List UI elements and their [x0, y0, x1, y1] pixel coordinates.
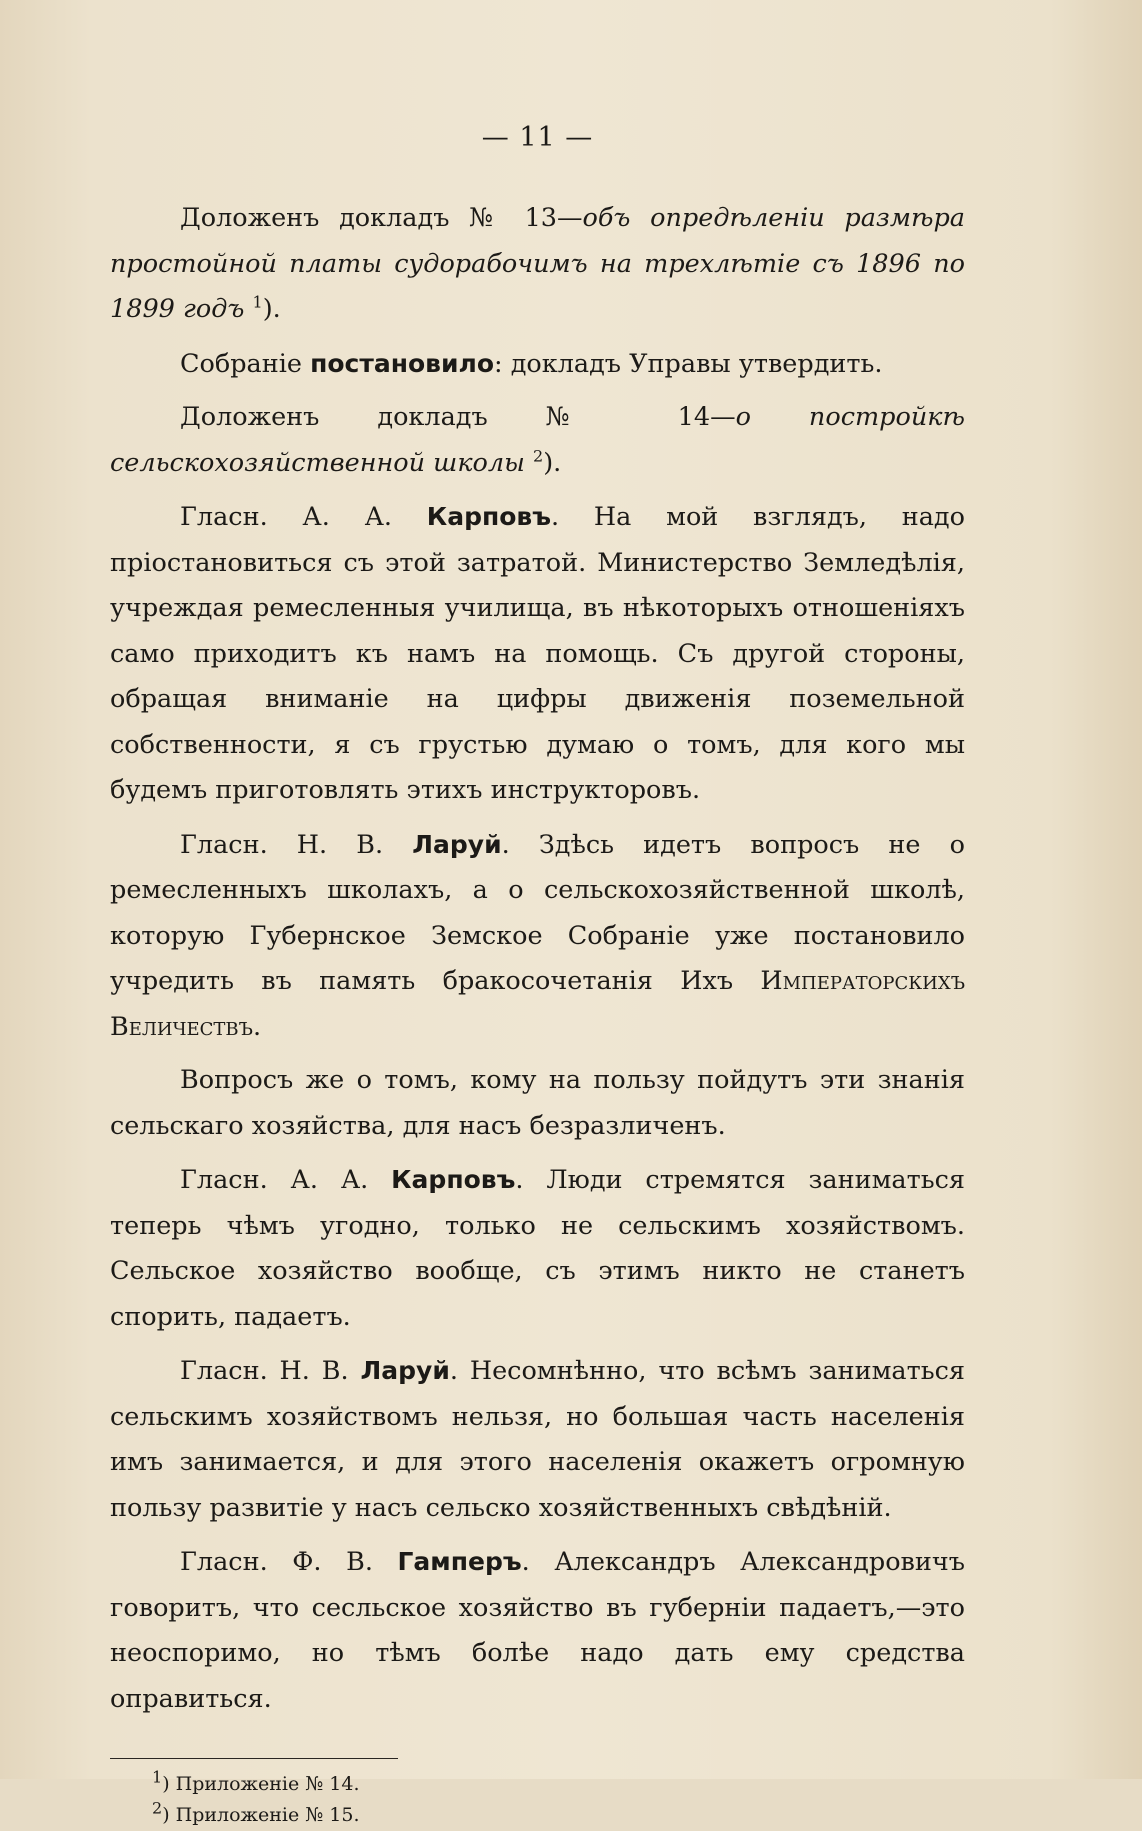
gamper-lead: Гласн. Ф. В. — [180, 1547, 398, 1577]
paragraph-karpov-2 — [110, 1157, 965, 1340]
laruy-2-lead: Гласн. Н. В. — [180, 1356, 361, 1386]
paragraph-laruy-2 — [110, 1348, 965, 1531]
report-13-lead: Доложенъ докладъ № 13— — [180, 203, 583, 233]
laruy-1-end: . — [252, 1011, 262, 1042]
footnote-ref-1: 1 — [252, 292, 263, 312]
footnote-2-mark: 2 — [152, 1798, 163, 1818]
footnote-2-text: ) Приложеніе № 15. — [162, 1804, 360, 1826]
paragraph-karpov-1 — [110, 494, 965, 814]
speaker-karpov-1: Карповъ — [426, 502, 552, 531]
speaker-karpov-2: Карповъ — [391, 1165, 516, 1194]
speaker-laruy-1: Ларуй — [412, 829, 502, 859]
footnote-1-mark: 1 — [152, 1767, 163, 1787]
report-13-title: объ опредѣленіи размѣра простойной платы судорабочимъ на трехлѣтіе съ 1896 по 1899 годъ — [110, 203, 965, 324]
paragraph-question — [110, 1058, 965, 1149]
karpov-1-text: . На мой взглядъ, надо пріостановиться съ этой затратой. Министерство Земледѣлія, учреждая ремесленныя училища, въ нѣкоторыхъ отношеніяхъ само приходитъ къ намъ на помощь. Съ другой стороны, обращая вниманіе на цифры движенія поземельной собственности, я съ грустью думаю о томъ, для кого мы будемъ приготовлять этихъ инструкторовъ. — [110, 502, 965, 805]
resolution-lead: Собраніе — [180, 348, 311, 379]
laruy-1-lead: Гласн. Н. В. — [180, 829, 413, 860]
paragraph-gamper — [110, 1539, 965, 1722]
question-text: Вопросъ же о томъ, кому на пользу пойдутъ эти знанія сельскаго хозяйства, для насъ безразличенъ. — [110, 1065, 965, 1141]
text-column — [110, 118, 965, 1831]
footnote-1-text: ) Приложеніе № 14. — [162, 1773, 360, 1795]
page-number: — 11 — — [481, 122, 594, 153]
footnote-ref-2: 2 — [533, 446, 544, 465]
footnote-2 — [152, 1800, 965, 1831]
speaker-laruy-2: Ларуй — [360, 1356, 450, 1385]
footnote-1 — [152, 1769, 965, 1800]
gamper-text: . Александръ Александровичъ говоритъ, что сесльское хозяйство въ губерніи падаетъ,—это неоспоримо, но тѣмъ болѣе надо дать ему средства оправиться. — [110, 1547, 965, 1714]
laruy-1-caps: Императорскихъ Величествъ — [110, 966, 965, 1042]
laruy-2-text: . Несомнѣнно, что всѣмъ заниматься сельскимъ хозяйствомъ нельзя, но большая часть населенія имъ занимается, и для этого населенія окажетъ огромную пользу развитіе у насъ сельско хозяйственныхъ свѣдѣній. — [110, 1356, 965, 1523]
karpov-2-text: . Люди стремятся заниматься теперь чѣмъ угодно, только не сельскимъ хозяйствомъ. Сельское хозяйство вообще, съ этимъ никто не станетъ спорить, падаетъ. — [110, 1165, 965, 1332]
paragraph-report-13 — [110, 196, 965, 333]
speaker-gamper: Гамперъ — [397, 1547, 522, 1576]
resolution-bold: постановило — [310, 348, 494, 378]
report-14-title: о постройкѣ сельскохозяйственной школы — [110, 402, 965, 478]
footnote-divider — [110, 1758, 398, 1759]
karpov-1-lead: Гласн. А. А. — [180, 502, 427, 532]
paragraph-report-14 — [110, 395, 965, 486]
paragraph-resolution — [110, 341, 965, 388]
report-14-lead: Доложенъ докладъ № 14— — [180, 402, 736, 432]
report-13-tail: ). — [262, 294, 281, 324]
resolution-tail: : докладъ Управы утвердить. — [494, 348, 883, 379]
karpov-2-lead: Гласн. А. А. — [180, 1165, 392, 1195]
report-14-tail: ). — [543, 447, 562, 478]
laruy-1-text: . Здѣсь идетъ вопросъ не о ремесленныхъ школахъ, а о сельскохозяйственной школѣ, которую Губернское Земское Собраніе уже постановило учредить въ память бракосочетанія Ихъ — [110, 829, 965, 996]
paragraph-laruy-1 — [110, 822, 965, 1051]
